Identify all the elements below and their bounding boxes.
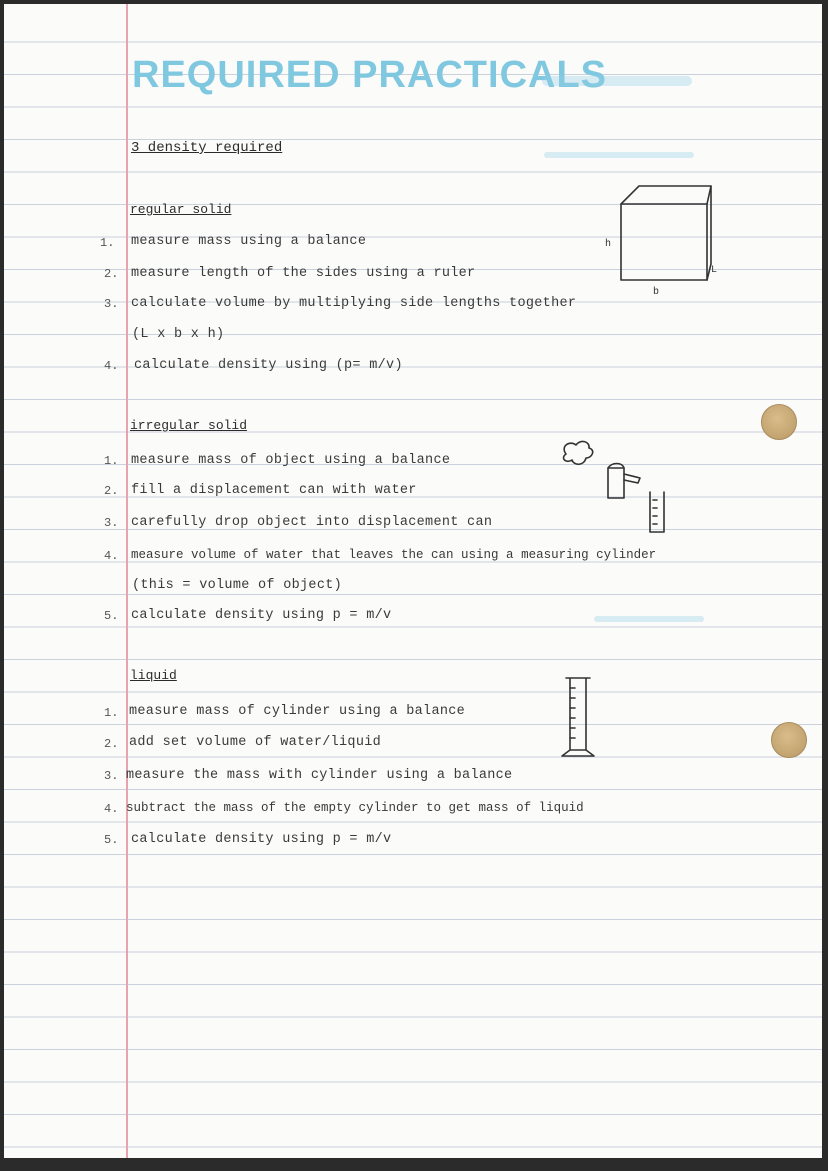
step-number: 1. [100,236,115,250]
step-number: 3. [104,769,119,783]
irregular-step-1: measure mass of object using a balance [131,453,451,468]
step-number: 1. [104,454,119,468]
cube-label-b: b [653,287,660,294]
step-number: 3. [104,516,119,530]
measuring-cylinder-body [566,678,590,750]
liquid-step-1: measure mass of cylinder using a balance [129,704,466,719]
punch-hole-icon [771,722,807,758]
irregular-step-4-note: (this = volume of object) [132,578,343,593]
cube-label-h: h [605,239,612,250]
regular-step-3-formula: (L x b x h) [132,327,225,342]
irregular-step-4: measure volume of water that leaves the can using a measuring cylinder [131,548,657,562]
section-heading: 3 density required [131,140,283,156]
regular-step-1: measure mass using a balance [131,234,367,249]
punch-hole-icon [761,404,797,440]
small-measuring-cylinder-icon [650,492,664,532]
irregular-step-3: carefully drop object into displacement can [131,515,493,530]
cylinder-scale-marks [653,500,657,524]
notebook-page [4,4,822,1158]
step-number: 2. [104,737,119,751]
highlight-smudge [542,76,692,86]
liquid-step-3: measure the mass with cylinder using a balance [126,768,513,783]
displacement-can-icon [608,468,624,498]
displacement-can-spout [624,474,640,483]
irregular-solid-subtitle: irregular solid [130,418,248,433]
liquid-subtitle: liquid [130,668,177,683]
regular-solid-subtitle: regular solid [130,202,232,217]
regular-step-3: calculate volume by multiplying side lengths together [131,296,577,311]
displacement-can-diagram-icon [556,436,676,536]
highlight-smudge [544,152,694,158]
highlight-smudge [594,616,704,622]
irregular-step-2: fill a displacement can with water [131,483,417,498]
liquid-step-4: subtract the mass of the empty cylinder to get mass of liquid [126,801,584,815]
step-number: 4. [104,359,119,373]
measuring-cylinder-diagram-icon [556,672,606,762]
regular-step-2: measure length of the sides using a ruler [131,266,476,281]
measuring-cylinder-base [562,750,594,756]
liquid-step-2: add set volume of water/liquid [129,735,382,750]
cube-label-l: L [711,265,718,276]
step-number: 2. [104,484,119,498]
cube-front-face [621,204,707,280]
step-number: 5. [104,609,119,623]
cube-top-face [621,186,711,204]
cube-diagram-icon [599,182,719,294]
irregular-object-icon [564,441,593,464]
step-number: 5. [104,833,119,847]
regular-step-4: calculate density using (p= m/v) [134,358,403,373]
step-number: 1. [104,706,119,720]
step-number: 2. [104,267,119,281]
irregular-step-5: calculate density using p = m/v [131,608,392,623]
liquid-step-5: calculate density using p = m/v [131,832,392,847]
step-number: 4. [104,549,119,563]
margin-line [126,4,128,1158]
page-title: REQUIRED PRACTICALS [132,54,608,96]
step-number: 4. [104,802,119,816]
step-number: 3. [104,297,119,311]
